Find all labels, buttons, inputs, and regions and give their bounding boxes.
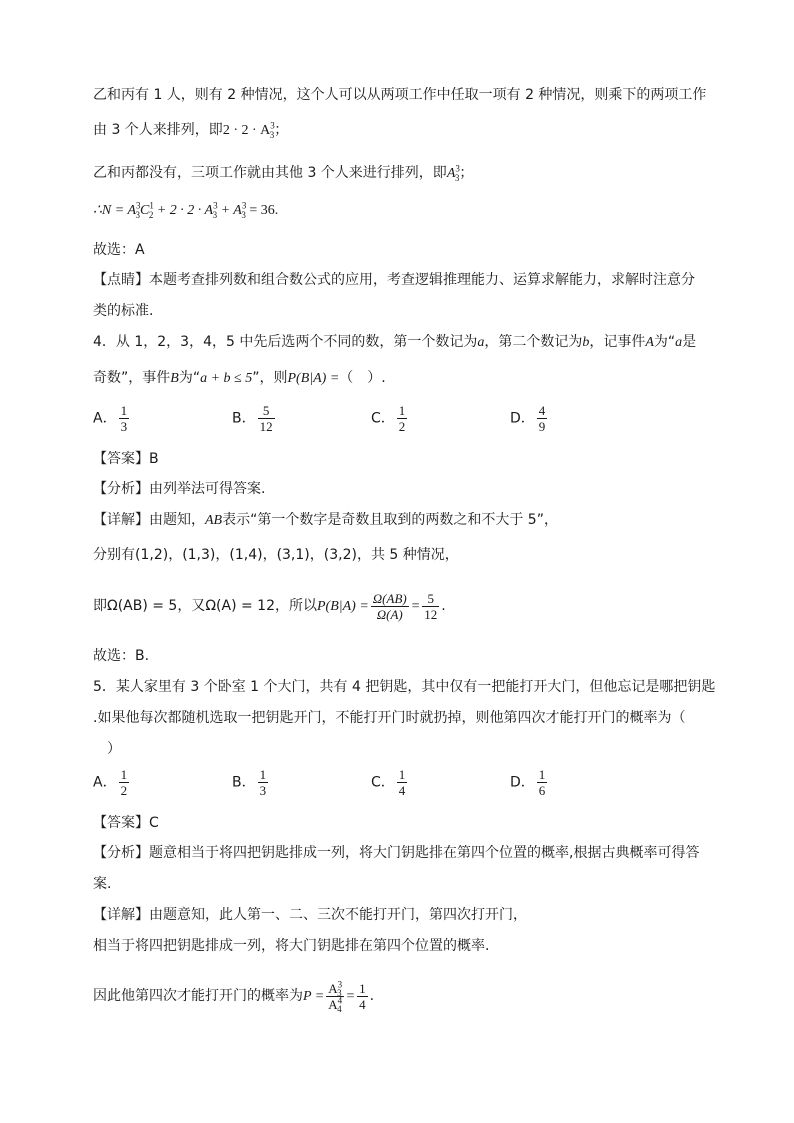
answer-line	[93, 813, 159, 833]
denominator: 9	[538, 419, 546, 434]
option-c[interactable]	[371, 767, 409, 798]
text: 是	[682, 334, 697, 350]
para-line: 乙和丙有 1 人，则有 2 种情况，这个人可以从两项工作中任取一项有 2 种情况，则乘下的两项工作	[93, 87, 707, 103]
numerator: 1	[398, 403, 406, 418]
numerator: 5	[422, 591, 439, 607]
option-label: A．	[93, 774, 117, 791]
text: 表示“第一个数字是奇数且取到的两数之和不大于 5”，	[222, 512, 558, 528]
text: ，第二个数记为	[484, 334, 583, 350]
denominator: 2	[398, 419, 406, 434]
question-4-stem	[93, 368, 386, 389]
section-tag: 【分析】	[93, 481, 149, 497]
denominator: A	[328, 996, 338, 1012]
math-expr: =	[345, 989, 356, 1004]
math-expr: P =	[303, 989, 325, 1004]
text: .	[369, 988, 375, 1004]
text: 4．从 1，2，3，4，5 中先后选两个不同的数，第一个数记为	[93, 334, 478, 350]
detail-formula-line: 因此他第四次才能打开门的概率为P = $\frac{A^3_3}{A^4_4}$ = $\frac{1}{4}$ .	[93, 979, 375, 1015]
numerator: 1	[120, 767, 128, 782]
denominator: 2	[120, 783, 128, 798]
option-d[interactable]	[510, 403, 549, 434]
comment-line: 类的标准.	[93, 303, 154, 319]
answer-line: 故选：B.	[93, 648, 150, 664]
denominator: Ω(A)	[376, 606, 403, 622]
numerator: 1	[259, 767, 267, 782]
section-tag: 【答案】	[93, 451, 149, 467]
numerator: 1	[359, 980, 366, 996]
math-var: a	[675, 335, 683, 350]
analysis-line: 案.	[93, 876, 112, 892]
option-b[interactable]	[232, 767, 270, 798]
text: .	[441, 598, 446, 614]
text: 为“	[178, 370, 201, 386]
numerator: 1	[120, 403, 128, 418]
detail-line	[93, 510, 558, 531]
math-expr: P(B|A) =	[317, 599, 369, 614]
denominator: 4	[398, 783, 406, 798]
option-label: B．	[232, 410, 256, 427]
text: （ ）.	[339, 370, 386, 386]
option-label: A．	[93, 410, 117, 427]
text: 题意相当于将四把钥匙排成一列，将大门钥匙排在第四个位置的概率,根据古典概率可得答	[149, 845, 700, 861]
text: 奇数”，事件	[93, 370, 171, 386]
math-expr: A	[446, 166, 456, 181]
answer-line: 故选：A	[93, 242, 145, 258]
math-var: b	[582, 335, 590, 350]
math-expr: =	[410, 599, 421, 614]
question-5-options	[93, 767, 713, 807]
text: ；	[274, 122, 289, 138]
math-expr: 2 · 2 · A	[222, 123, 271, 138]
question-4-stem	[93, 332, 696, 353]
para-line: 由 3 个人来排列，即$2 \cdot 2 \cdot A^3_3$；	[93, 120, 289, 140]
math-expr: a + b ≤ 5	[200, 371, 253, 386]
math-expr: C	[140, 203, 150, 218]
denominator: 3	[120, 419, 128, 434]
option-label: D．	[510, 774, 535, 791]
math-expr: = 36.	[245, 203, 279, 218]
question-5-stem: .如果他每次都随机选取一把钥匙开门，不能打开门时就扔掉，则他第四次才能打开门的概率为（	[93, 710, 686, 726]
option-c[interactable]	[371, 403, 409, 434]
formula-line: ∴N = $A^3_3C^1_2 + 2 \cdot 2 \cdot A^3_3 + A^3_3 = 36$.	[93, 200, 279, 220]
comment-line	[93, 270, 695, 290]
option-label: B．	[232, 774, 256, 791]
detail-line	[93, 905, 527, 925]
math-expr: AB	[205, 513, 223, 528]
option-label: D．	[510, 410, 535, 427]
denominator: 12	[259, 419, 273, 434]
detail-line: 分别有(1,2)，(1,3)，(1,4)，(3,1)，(3,2)，共 5 种情况，	[93, 547, 459, 563]
text: 为“	[653, 334, 676, 350]
text: 由列举法可得答案.	[149, 481, 266, 497]
math-expr: P(B|A) =	[287, 371, 340, 386]
math-expr: + 2 · 2 · A	[153, 203, 214, 218]
answer-line	[93, 449, 159, 469]
option-label: C．	[371, 774, 395, 791]
text: 由 3 个人来排列，即	[93, 122, 223, 138]
math-var: a	[477, 335, 485, 350]
option-b[interactable]	[232, 403, 277, 434]
option-label: C．	[371, 410, 395, 427]
answer-value: B	[149, 451, 159, 467]
denominator: 12	[424, 606, 438, 622]
option-d[interactable]	[510, 767, 549, 798]
section-tag: 【详解】	[93, 907, 149, 923]
detail-line: 相当于将四把钥匙排成一列，将大门钥匙排在第四个位置的概率.	[93, 938, 490, 954]
section-tag: 【分析】	[93, 845, 149, 861]
detail-formula-line	[93, 588, 446, 625]
para-line: 乙和丙都没有，三项工作就由其他 3 个人来进行排列，即$A^3_3$；	[93, 163, 474, 183]
numerator: A	[328, 980, 338, 996]
numerator: 4	[538, 403, 546, 418]
text: 由题意知，此人第一、二、三次不能打开门，第四次打开门，	[149, 907, 527, 923]
section-tag: 【答案】	[93, 815, 149, 831]
numerator: 1	[398, 767, 406, 782]
option-a[interactable]	[93, 403, 131, 434]
math-var: A	[645, 335, 654, 350]
answer-value: C	[149, 815, 159, 831]
analysis-line	[93, 479, 265, 499]
numerator: 5	[258, 403, 275, 419]
text: ”，则	[252, 370, 288, 386]
section-tag: 【详解】	[93, 512, 149, 528]
text: 由题知，	[149, 512, 205, 528]
text: ；	[459, 165, 474, 181]
denominator: 4	[359, 996, 366, 1012]
denominator: 6	[538, 783, 546, 798]
denominator: 3	[259, 783, 267, 798]
question-5-stem: 5．某人家里有 3 个卧室 1 个大门，共有 4 把钥匙，其中仅有一把能打开大门，但他忘记是哪把钥匙	[93, 679, 716, 695]
text: 因此他第四次才能打开门的概率为	[93, 988, 303, 1004]
section-tag: 【点睛】	[93, 272, 149, 288]
math-expr: ∴N = A	[93, 203, 136, 218]
question-4-options	[93, 403, 713, 443]
text: 乙和丙都没有，三项工作就由其他 3 个人来进行排列，即	[93, 165, 447, 181]
text: 本题考查排列数和组合数公式的应用，考查逻辑推理能力、运算求解能力，求解时注意分	[149, 272, 695, 288]
question-5-stem: ）	[107, 741, 121, 757]
text: 即Ω(AB) = 5，又Ω(A) = 12，所以	[93, 598, 317, 614]
numerator: Ω(AB)	[372, 590, 407, 606]
math-expr: + A	[217, 203, 242, 218]
text: ，记事件	[589, 334, 646, 350]
analysis-line	[93, 843, 699, 863]
numerator: 1	[538, 767, 546, 782]
math-var: B	[170, 371, 179, 386]
option-a[interactable]	[93, 767, 131, 798]
